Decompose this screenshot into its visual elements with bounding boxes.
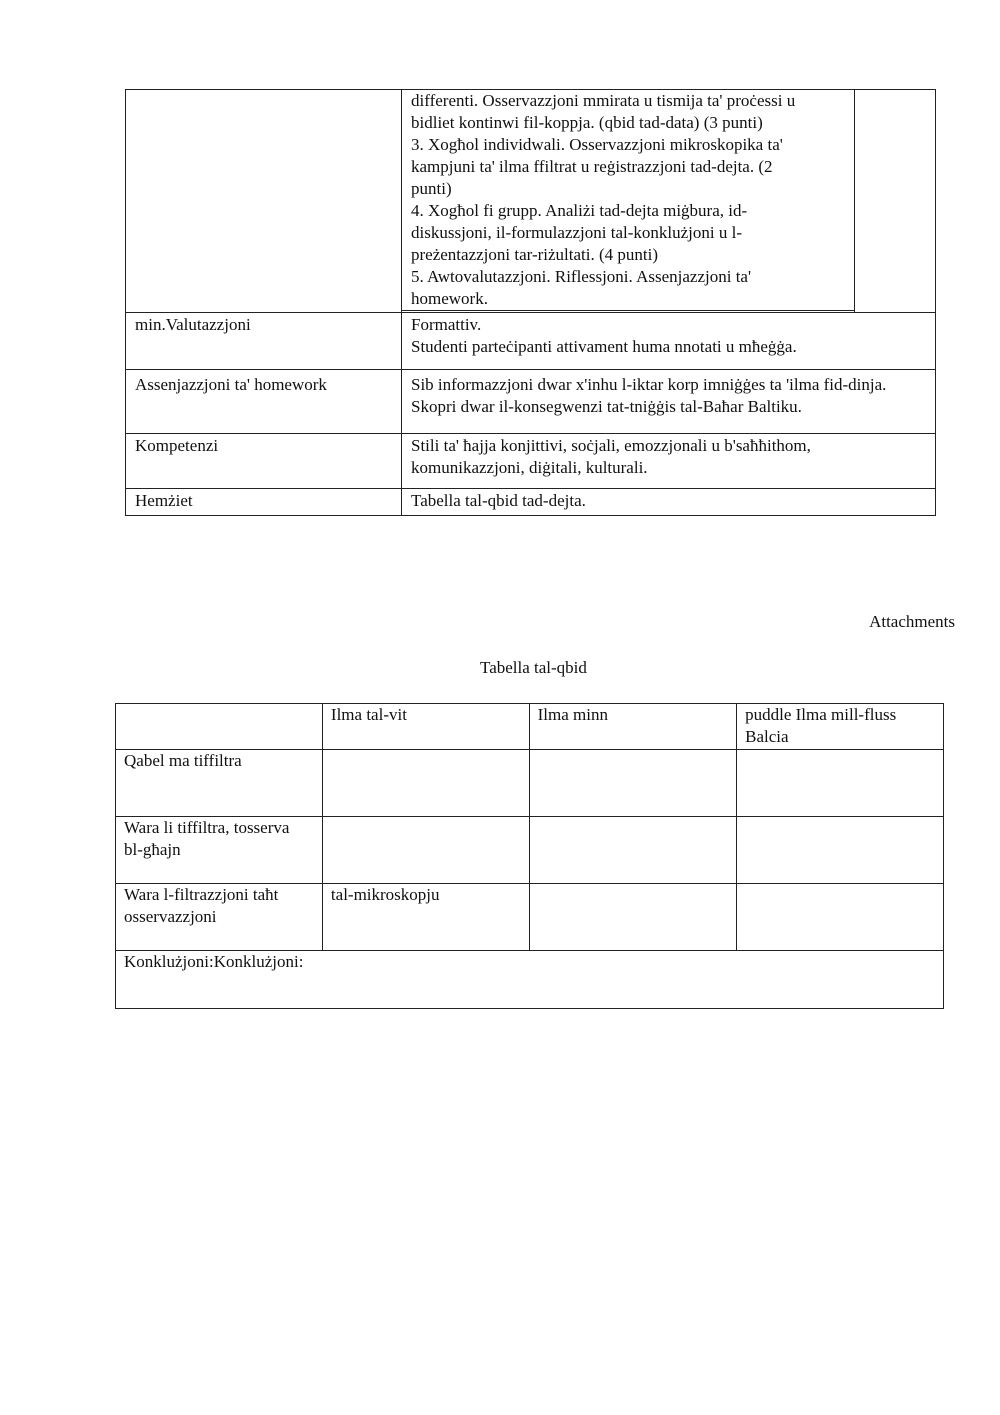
table-cell [737, 817, 944, 884]
assessment-label: min.Valutazzjoni [135, 315, 251, 334]
homework-label: Assenjazzjoni ta' homework [135, 375, 327, 394]
materials-label: Hemżiet [135, 491, 193, 510]
header-cell-puddle-water: Ilma minn [529, 704, 737, 750]
header-cell-empty [116, 704, 323, 750]
table-divider-row [125, 488, 936, 489]
table-divider-inner-horizontal [401, 310, 854, 311]
table-divider-row [125, 369, 936, 370]
attachments-heading: Attachments [869, 612, 955, 631]
assessment-text: Formattiv. Studenti parteċipanti attivament huma nnotati u mħeġġa. [411, 315, 797, 356]
table-cell [737, 750, 944, 817]
table-divider-row [125, 433, 936, 434]
table-row [116, 951, 944, 1009]
table-row [116, 750, 944, 817]
homework-text: Sib informazzjoni dwar x'inhu l-iktar korp imniġġes ta 'ilma fid-dinja. Skopri dwar il-konsegwenzi tat-tniġġis tal-Baħar Baltiku. [411, 375, 887, 416]
conclusion-cell: Konklużjoni:Konklużjoni: [116, 951, 944, 1009]
table-divider-row [125, 312, 936, 313]
table-cell: tal-mikroskopju [322, 884, 529, 951]
row-label-after-filtering-microscope: Wara l-filtrazzjoni taħt osservazzjoni [116, 884, 323, 951]
table-cell [322, 817, 529, 884]
table-row [116, 817, 944, 884]
header-cell-tap-water: Ilma tal-vit [322, 704, 529, 750]
data-collection-table [115, 703, 944, 1009]
table-cell [529, 750, 737, 817]
table-row [116, 704, 944, 750]
table-cell [322, 750, 529, 817]
method-steps-text: differenti. Osservazzjoni mmirata u tismija ta' proċessi u bidliet kontinwi fil-koppja. (qbid tad-data) (3 punti) 3. Xogħol individwali. Osservazzjoni mikroskopika ta' kampjuni ta' ilma ffiltrat u reġistrazzjoni tad-dejta. (2 punti) 4. Xogħol fi grupp. Analiżi tad-dejta miġbura, id- diskussjoni, il-formulazzjoni tal-konklużjoni u l- preżentazzjoni tar-riżultati. (4 punti) 5. Awtovalutazzjoni. Riflessjoni. Assenjazzjoni ta' homework. [411, 91, 796, 308]
table-cell [737, 884, 944, 951]
row-label-before-filtering: Qabel ma tiffiltra [116, 750, 323, 817]
competences-text: Stili ta' ħajja konjittivi, soċjali, emozzjonali u b'saħħithom, komunikazzjoni, diġitali, kulturali. [411, 436, 811, 477]
materials-text: Tabella tal-qbid tad-dejta. [411, 491, 586, 510]
row-label-after-filtering-eye: Wara li tiffiltra, tosserva bl-għajn [116, 817, 323, 884]
header-cell-river-water: puddle Ilma mill-fluss Balcia [737, 704, 944, 750]
table-cell [529, 884, 737, 951]
table-row [116, 884, 944, 951]
collection-table-caption: Tabella tal-qbid [480, 658, 587, 677]
competences-label: Kompetenzi [135, 436, 219, 455]
table-cell [529, 817, 737, 884]
table-divider-inner-vertical [854, 89, 855, 312]
table-divider-vertical [401, 89, 402, 516]
